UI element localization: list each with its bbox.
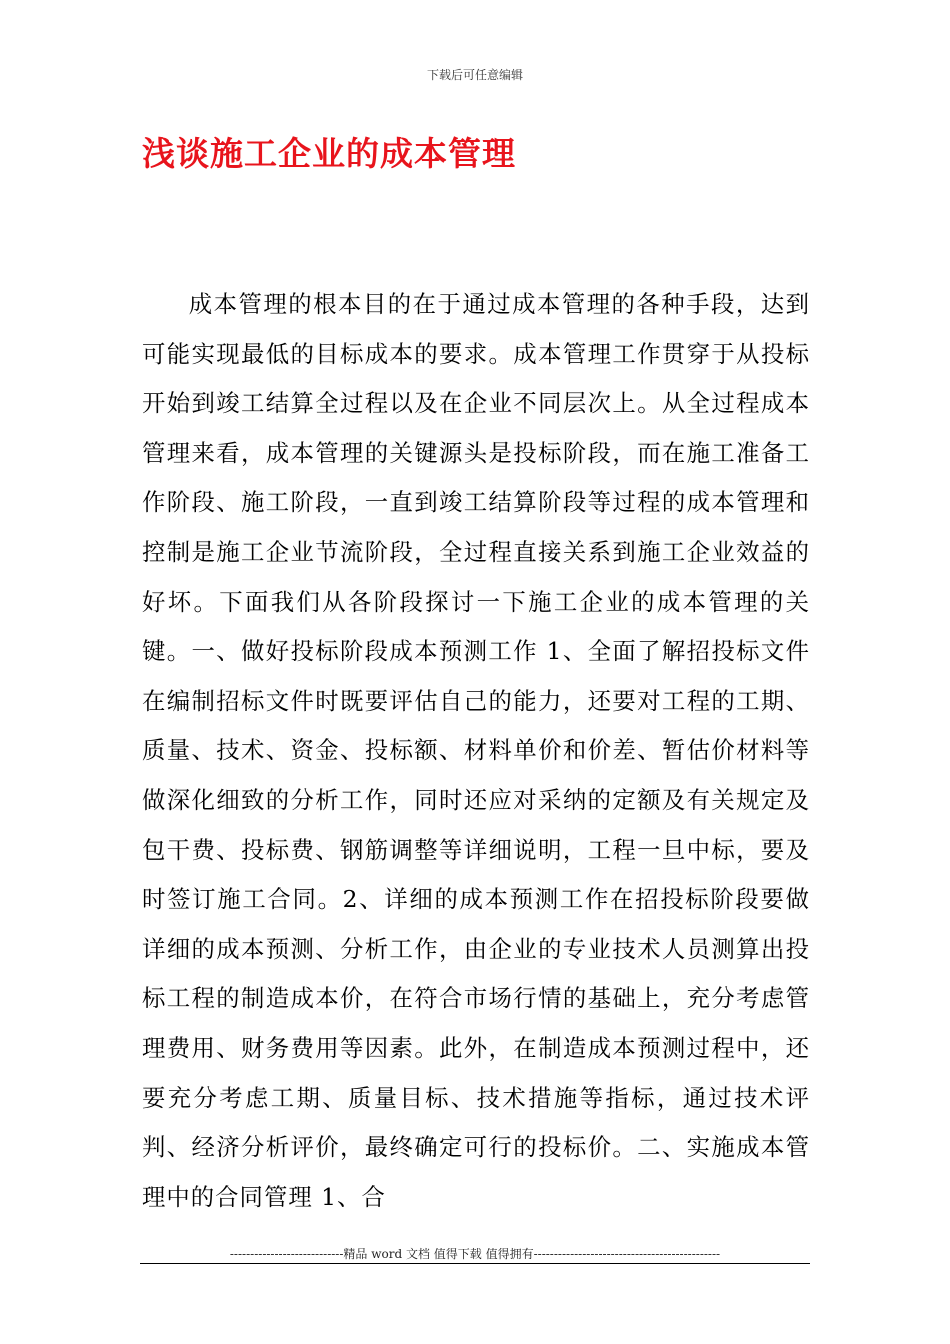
footer-note: ----------------------------精品 word 文档 值得下载 值得拥有---------------------------------------------- [229,1247,721,1261]
footer-divider [140,1263,810,1264]
document-title: 浅谈施工企业的成本管理 [142,134,516,173]
page-header-note: 下载后可任意编辑 [426,68,523,82]
body-paragraph: 成本管理的根本目的在于通过成本管理的各种手段，达到可能实现最低的目标成本的要求。成本管理工作贯穿于从投标开始到竣工结算全过程以及在企业不同层次上。从全过程成本管理来看，成本管理的关键源头是投标阶段，而在施工准备工作阶段、施工阶段，一直到竣工结算阶段等过程的成本管理和控制是施工企业节流阶段，全过程直接关系到施工企业效益的好坏。下面我们从各阶段探讨一下施工企业的成本管理的关键。一、做好投标阶段成本预测工作 1、全面了解招投标文件在编制招标文件时既要评估自己的能力，还要对工程的工期、质量、技术、资金、投标额、材料单价和价差、暂估价材料等做深化细致的分析工作，同时还应对采纳的定额及有关规定及包干费、投标费、钢筋调整等详细说明，工程一旦中标，要及时签订施工合同。2、详细的成本预测工作在招投标阶段要做详细的成本预测、分析工作，由企业的专业技术人员测算出投标工程的制造成本价，在符合市场行情的基础上，充分考虑管理费用、财务费用等因素。此外，在制造成本预测过程中，还要充分考虑工期、质量目标、技术措施等指标，通过技术评判、经济分析评价，最终确定可行的投标价。二、实施成本管理中的合同管理 1、合 [142,290,810,1211]
